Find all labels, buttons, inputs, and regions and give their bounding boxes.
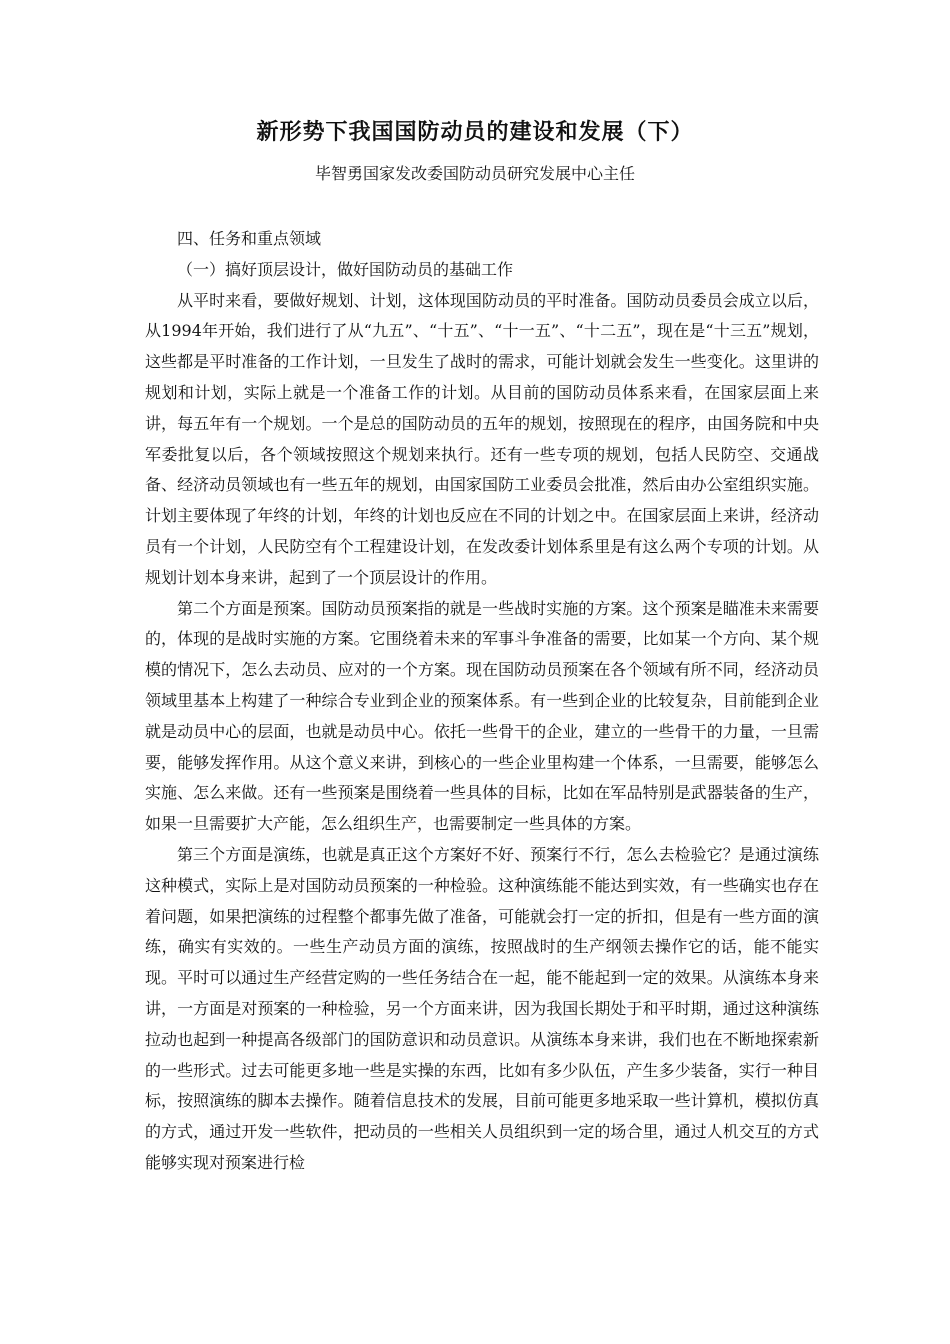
- document-body: [145, 224, 819, 1179]
- author-byline: 毕智勇国家发改委国防动员研究发展中心主任: [314, 164, 635, 183]
- body-paragraph: 第三个方面是演练，也就是真正这个方案好不好、预案行不行，怎么去检验它？是通过演练这种模式，实际上是对国防动员预案的一种检验。这种演练能不能达到实效，有一些确实也存在着问题，如果把演练的过程整个都事先做了准备，可能就会打一定的折扣，但是有一些方面的演练，确实有实效的。一些生产动员方面的演练，按照战时的生产纲领去操作它的话，能不能实现。平时可以通过生产经营定购的一些任务结合在一起，能不能起到一定的效果。从演练本身来讲，一方面是对预案的一种检验，另一个方面来讲，因为我国长期处于和平时期，通过这种演练拉动也起到一种提高各级部门的国防意识和动员意识。从演练本身来讲，我们也在不断地探索新的一些形式。过去可能更多地一些是实操的东西，比如有多少队伍，产生多少装备，实行一种目标，按照演练的脚本去操作。随着信息技术的发展，目前可能更多地采取一些计算机，模拟仿真的方式，通过开发一些软件，把动员的一些相关人员组织到一定的场合里，通过人机交互的方式能够实现对预案进行检: [145, 844, 819, 1172]
- body-paragraph: 第二个方面是预案。国防动员预案指的就是一些战时实施的方案。这个预案是瞄准未来需要的，体现的是战时实施的方案。它围绕着未来的军事斗争准备的需要，比如某一个方向、某个规模的情况下，怎么去动员、应对的一个方案。现在国防动员预案在各个领域有所不同，经济动员领域里基本上构建了一种综合专业到企业的预案体系。有一些到企业的比较复杂，目前能到企业就是动员中心的层面，也就是动员中心。依托一些骨干的企业，建立的一些骨干的力量，一旦需要，能够发挥作用。从这个意义来讲，到核心的一些企业里构建一个体系，一旦需要，能够怎么实施、怎么来做。还有一些预案是围绕着一些具体的目标，比如在军品特别是武器装备的生产，如果一旦需要扩大产能，怎么组织生产，也需要制定一些具体的方案。: [145, 598, 819, 834]
- subsection-heading: （一）搞好顶层设计，做好国防动员的基础工作: [177, 259, 514, 279]
- section-heading: 四、任务和重点领域: [177, 229, 322, 248]
- body-paragraph: 从平时来看，要做好规划、计划，这体现国防动员的平时准备。国防动员委员会成立以后，从1994年开始，我们进行了从“九五”、“十五”、“十一五”、“十二五”，现在是“十三五”规划，这些都是平时准备的工作计划，一旦发生了战时的需求，可能计划就会发生一些变化。这里讲的规划和计划，实际上就是一个准备工作的计划。从目前的国防动员体系来看，在国家层面上来讲，每五年有一个规划。一个是总的国防动员的五年的规划，按照现在的程序，由国务院和中央军委批复以后，各个领域按照这个规划来执行。还有一些专项的规划，包括人民防空、交通战备、经济动员领域也有一些五年的规划，由国家国防工业委员会批准，然后由办公室组织实施。计划主要体现了年终的计划，年终的计划也反应在不同的计划之中。在国家层面上来讲，经济动员有一个计划，人民防空有个工程建设计划，在发改委计划体系里是有这么两个专项的计划。从规划计划本身来讲，起到了一个顶层设计的作用。: [145, 290, 819, 587]
- document-title: 新形势下我国国防动员的建设和发展（下）: [256, 119, 694, 145]
